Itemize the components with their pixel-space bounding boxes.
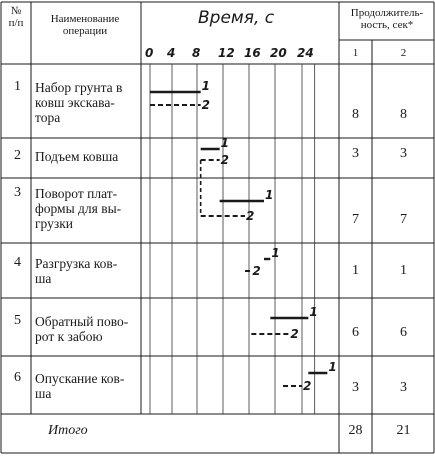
bar-label-2: 2 bbox=[303, 379, 312, 393]
time-tick-label: 4 bbox=[167, 46, 176, 60]
time-tick-label: 8 bbox=[192, 46, 201, 60]
duration-value-1: 8 bbox=[352, 107, 359, 122]
time-tick-label: 24 bbox=[297, 46, 314, 60]
total-duration-2: 21 bbox=[396, 423, 411, 438]
bar-label-1: 1 bbox=[201, 79, 211, 93]
row-number: 2 bbox=[14, 148, 21, 163]
duration-value-1: 1 bbox=[352, 263, 359, 278]
time-tick-label: 12 bbox=[218, 46, 235, 60]
row-number: 3 bbox=[14, 185, 21, 200]
bar-label-1: 1 bbox=[328, 360, 337, 374]
operation-name: Разгрузка ков- ша bbox=[35, 256, 118, 286]
time-tick-label: 0 bbox=[145, 46, 154, 60]
column-header-number: № п/п bbox=[8, 5, 24, 29]
duration-column-2: 2 bbox=[400, 47, 407, 59]
duration-value-2: 1 bbox=[400, 263, 407, 278]
column-header-operation: Наименование операции bbox=[50, 13, 120, 37]
bar-label-2: 2 bbox=[246, 209, 255, 223]
duration-value-2: 8 bbox=[400, 107, 407, 122]
bar-label-2: 2 bbox=[290, 327, 299, 341]
total-label: Итого bbox=[48, 423, 88, 438]
row-number: 1 bbox=[14, 79, 21, 94]
duration-value-1: 6 bbox=[352, 325, 359, 340]
bar-label-1: 1 bbox=[309, 305, 318, 319]
total-duration-1: 28 bbox=[348, 423, 363, 438]
duration-value-2: 6 bbox=[400, 325, 407, 340]
operation-name: Опускание ков- ша bbox=[35, 371, 125, 401]
bar-label-1: 1 bbox=[220, 136, 230, 150]
time-tick-label: 20 bbox=[270, 46, 287, 60]
duration-value-2: 7 bbox=[400, 212, 407, 227]
time-axis-title: Время, с bbox=[198, 8, 275, 28]
time-tick-label: 16 bbox=[244, 46, 261, 60]
duration-value-2: 3 bbox=[400, 380, 407, 395]
bar-label-1: 1 bbox=[265, 188, 274, 202]
duration-value-2: 3 bbox=[400, 146, 407, 161]
duration-column-1: 1 bbox=[352, 47, 359, 59]
bar-label-2: 2 bbox=[201, 98, 211, 112]
bar-label-2: 2 bbox=[220, 153, 230, 167]
operation-name: Обратный пово- рот к забою bbox=[35, 314, 129, 344]
operation-name: Поворот плат- формы для вы- грузки bbox=[35, 186, 122, 231]
row-number: 4 bbox=[14, 255, 21, 270]
operation-name: Набор грунта в ковш экскава- тора bbox=[35, 80, 123, 125]
bar-label-2: 2 bbox=[252, 264, 261, 278]
column-header-duration: Продолжитель- ность, сек* bbox=[350, 7, 424, 31]
duration-value-1: 3 bbox=[352, 146, 359, 161]
bar-label-1: 1 bbox=[271, 246, 280, 260]
operation-name: Подъем ковша bbox=[35, 149, 119, 164]
duration-value-1: 7 bbox=[352, 212, 359, 227]
duration-value-1: 3 bbox=[352, 380, 359, 395]
row-number: 5 bbox=[14, 313, 21, 328]
row-number: 6 bbox=[14, 370, 21, 385]
